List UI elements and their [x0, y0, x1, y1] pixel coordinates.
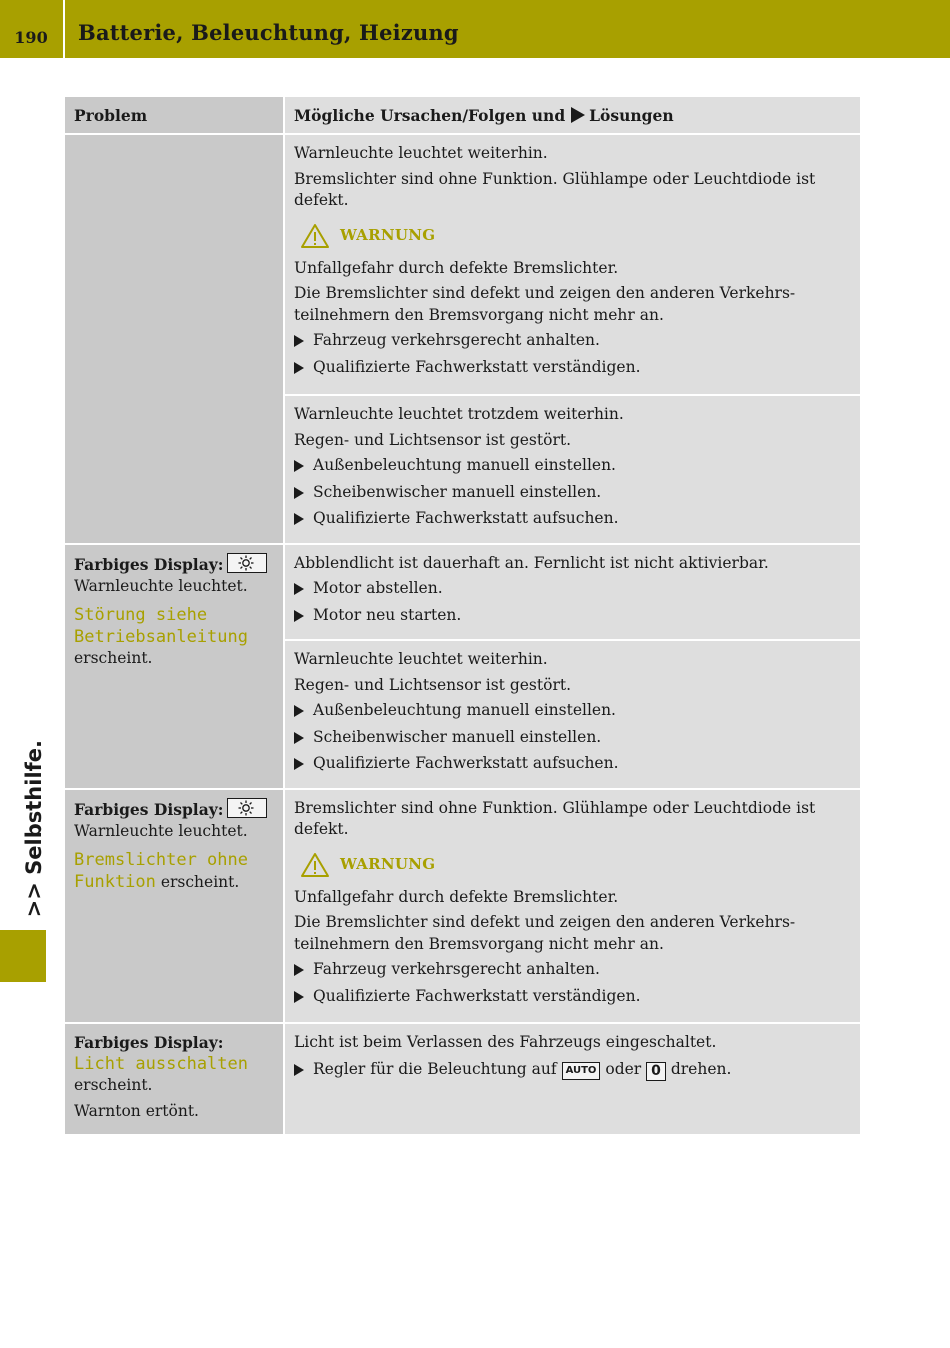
- troubleshooting-table: [65, 97, 860, 1134]
- display-label: Farbiges Display:: [74, 554, 224, 574]
- page-number: 190: [14, 28, 48, 47]
- warning-heading: [300, 851, 851, 879]
- column-header-solution-b: Lösungen: [589, 106, 674, 125]
- solution-text: Warnleuchte leuchtet weiterhin.: [294, 650, 548, 668]
- bullet-arrow-icon: [294, 1064, 304, 1076]
- warning-heading: [300, 222, 851, 250]
- side-tab-marker: [0, 930, 46, 982]
- off-position-icon: 0: [646, 1062, 666, 1081]
- problem-text-suffix: erscheint.: [160, 873, 240, 891]
- solution-cell: [284, 134, 860, 395]
- column-header-solution: [284, 97, 860, 134]
- problem-text: [74, 553, 274, 577]
- table-row: [65, 544, 860, 641]
- list-item-text: Regler für die Beleuchtung auf: [313, 1060, 557, 1078]
- list-item: [294, 357, 851, 379]
- solution-cell: [284, 640, 860, 789]
- list-item: [294, 330, 851, 352]
- list-item-text: Fahrzeug verkehrsgerecht anhalten.: [313, 960, 600, 978]
- list-item: [294, 700, 851, 722]
- solution-cell: [284, 1023, 860, 1135]
- bullet-arrow-icon: [294, 610, 304, 622]
- problem-text: Warnleuchte leuchtet.: [74, 822, 248, 840]
- list-item: [294, 455, 851, 477]
- warning-text: Die Bremslichter sind defekt und zeigen den anderen Verkehrsteilnehmern den Bremsvorgang nicht mehr an.: [294, 913, 796, 953]
- problem-text: erscheint.: [74, 1076, 153, 1094]
- list-item-text: Außenbeleuchtung manuell einstellen.: [313, 701, 616, 719]
- column-header-solution-a: Mögliche Ursachen/Folgen und: [294, 106, 566, 125]
- list-item-text: Fahrzeug verkehrsgerecht anhalten.: [313, 331, 600, 349]
- bullet-arrow-icon: [294, 362, 304, 374]
- list-item-text: Motor abstellen.: [313, 579, 443, 597]
- list-item-text: Qualifizierte Fachwerkstatt aufsuchen.: [313, 509, 619, 527]
- problem-text: Warnleuchte leuchtet.: [74, 577, 248, 595]
- list-item-text: Qualifizierte Fachwerkstatt aufsuchen.: [313, 754, 619, 772]
- warning-triangle-icon: [300, 223, 330, 249]
- solution-text: Bremslichter sind ohne Funktion. Glühlampe oder Leuchtdiode ist defekt.: [294, 169, 816, 209]
- bullet-arrow-icon: [294, 487, 304, 499]
- display-message: Störung siehe Betriebsanleitung: [74, 604, 248, 647]
- list-item-text: Qualifizierte Fachwerkstatt verständigen.: [313, 357, 641, 376]
- list-item: [294, 986, 851, 1008]
- problem-text: [74, 849, 274, 894]
- light-sensor-display-icon: [227, 798, 267, 818]
- solution-text: Abblendlicht ist dauerhaft an. Fernlicht ist nicht aktivierbar.: [294, 553, 769, 572]
- solution-text: Licht ist beim Verlassen des Fahrzeugs eingeschaltet.: [294, 1032, 717, 1051]
- problem-cell: [65, 544, 284, 789]
- solution-cell: [284, 789, 860, 1023]
- table-row: [65, 789, 860, 1023]
- solution-text: Regen- und Lichtsensor ist gestört.: [294, 430, 572, 449]
- list-item: [294, 482, 851, 504]
- arrow-icon: [571, 107, 585, 123]
- bullet-arrow-icon: [294, 335, 304, 347]
- solution-text: Bremslichter sind ohne Funktion. Glühlampe oder Leuchtdiode ist defekt.: [294, 798, 816, 838]
- problem-text: erscheint.: [74, 648, 153, 667]
- list-item-text: Scheibenwischer manuell einstellen.: [313, 482, 602, 501]
- list-item: [294, 605, 851, 627]
- problem-cell: [65, 1023, 284, 1135]
- list-item: [294, 578, 851, 600]
- display-message: Licht ausschalten: [74, 1054, 248, 1074]
- list-item: [294, 1059, 851, 1081]
- display-label: Farbiges Display:: [74, 799, 224, 819]
- list-item-text: oder: [605, 1060, 642, 1078]
- display-message: Bremslichter ohne Funktion: [74, 849, 248, 892]
- list-item-text: Scheibenwischer manuell einstellen.: [313, 727, 602, 746]
- side-tab: [20, 740, 50, 920]
- list-item-text: drehen.: [670, 1060, 732, 1078]
- bullet-arrow-icon: [294, 705, 304, 717]
- table-header-row: [65, 97, 860, 134]
- solution-cell: [284, 544, 860, 641]
- page-title: Batterie, Beleuchtung, Heizung: [78, 20, 459, 45]
- bullet-arrow-icon: [294, 583, 304, 595]
- column-header-problem: Problem: [65, 97, 284, 134]
- list-item-text: Motor neu starten.: [313, 605, 462, 624]
- list-item: [294, 727, 851, 749]
- table-row: [65, 134, 860, 395]
- solution-text: Regen- und Lichtsensor ist gestört.: [294, 675, 572, 694]
- bullet-arrow-icon: [294, 991, 304, 1003]
- warning-text: Die Bremslichter sind defekt und zeigen den anderen Verkehrsteilnehmern den Bremsvorgang nicht mehr an.: [294, 284, 796, 324]
- table-row: [65, 1023, 860, 1135]
- bullet-arrow-icon: [294, 732, 304, 744]
- list-item: [294, 753, 851, 775]
- warning-title: Unfallgefahr durch defekte Bremslichter.: [294, 887, 619, 906]
- warning-label: WARNUNG: [340, 225, 436, 244]
- display-label: Farbiges Display:: [74, 1032, 224, 1052]
- bullet-arrow-icon: [294, 513, 304, 525]
- problem-cell: [65, 789, 284, 1023]
- bullet-arrow-icon: [294, 964, 304, 976]
- list-item-text: Außenbeleuchtung manuell einstellen.: [313, 456, 616, 474]
- warning-triangle-icon: [300, 852, 330, 878]
- bullet-arrow-icon: [294, 758, 304, 770]
- bullet-arrow-icon: [294, 460, 304, 472]
- problem-text: [74, 798, 274, 822]
- list-item-text: Qualifizierte Fachwerkstatt verständigen.: [313, 986, 641, 1005]
- side-tab-label: >> Selbsthilfe.: [22, 740, 46, 918]
- light-sensor-display-icon: [227, 553, 267, 573]
- list-item: [294, 959, 851, 981]
- solution-cell: [284, 395, 860, 544]
- auto-position-icon: AUTO: [562, 1062, 601, 1080]
- header-divider: [63, 0, 65, 58]
- problem-text: Warnton ertönt.: [74, 1101, 199, 1120]
- problem-cell: [65, 134, 284, 544]
- solution-text: Warnleuchte leuchtet trotzdem weiterhin.: [294, 405, 624, 423]
- warning-title: Unfallgefahr durch defekte Bremslichter.: [294, 258, 619, 277]
- solution-text: Warnleuchte leuchtet weiterhin.: [294, 144, 548, 162]
- warning-label: WARNUNG: [340, 854, 436, 873]
- list-item: [294, 508, 851, 530]
